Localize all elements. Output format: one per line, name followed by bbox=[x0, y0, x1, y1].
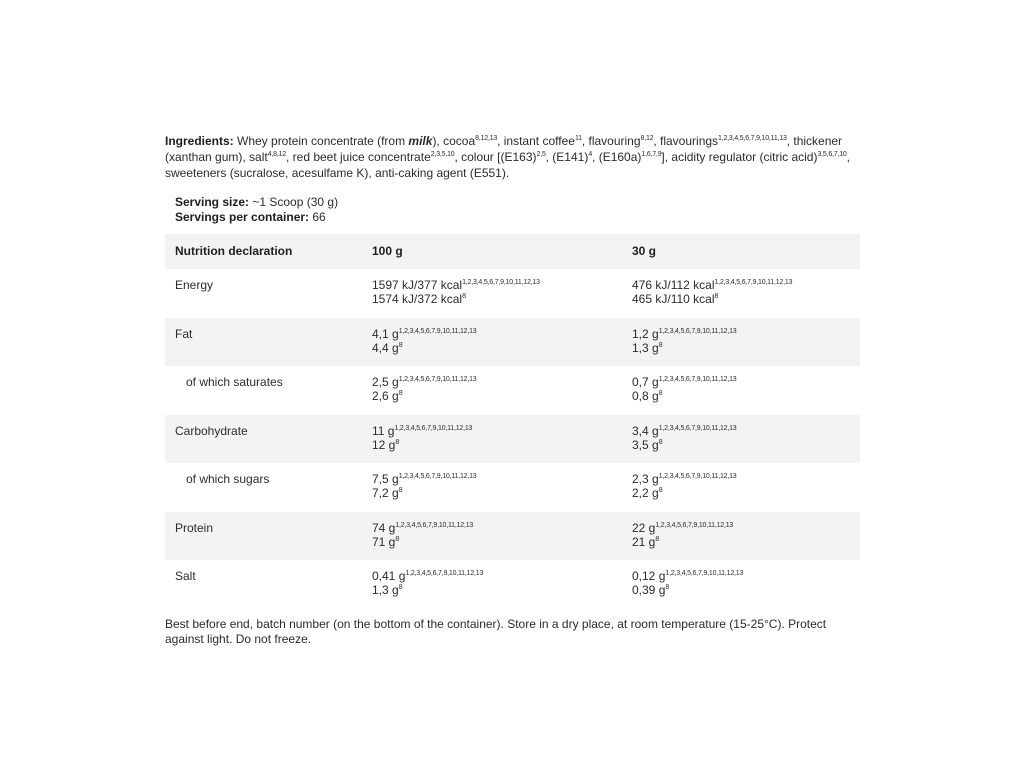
ingredients-text: , (E160a) bbox=[592, 150, 642, 164]
value-line bbox=[632, 292, 850, 306]
ingredients-text: , thickener (xanthan gum), salt bbox=[165, 134, 843, 164]
value-line bbox=[372, 472, 612, 486]
value-line bbox=[632, 486, 850, 500]
nutrient-value: 465 kJ/110 kcal bbox=[632, 292, 715, 306]
ingredients-paragraph bbox=[165, 133, 865, 181]
value-line bbox=[372, 424, 612, 438]
value-line bbox=[372, 389, 612, 403]
footnote-ref: 2,5 bbox=[536, 151, 546, 158]
value-line bbox=[632, 278, 850, 292]
value-line bbox=[372, 292, 612, 306]
nutrient-value: 1574 kJ/372 kcal bbox=[372, 292, 463, 306]
nutrient-name: Carbohydrate bbox=[175, 423, 248, 438]
nutrient-value: 0,7 g bbox=[632, 375, 659, 389]
value-line bbox=[632, 389, 850, 403]
storage-note: Best before end, batch number (on the bottom of the container). Store in a dry place, at room temperature (15-25°C). Protect against light. Do not freeze. bbox=[165, 616, 827, 646]
nutrient-value: 12 g bbox=[372, 437, 396, 452]
value-line bbox=[632, 472, 850, 486]
footnote-ref: 1,2,3,4,5,6,7,9,10,11,12,13 bbox=[714, 279, 793, 286]
nutrient-value: 71 g bbox=[372, 534, 396, 549]
footnote-ref: 1,2,3,4,5,6,7,9,10,11,12,13 bbox=[398, 327, 477, 335]
footnote-ref: 1,2,3,4,5,6,7,9,10,11,12,13 bbox=[398, 473, 477, 480]
ingredients-text: , red beet juice concentrate bbox=[285, 150, 431, 164]
footnote-ref: 1,2,3,4,5,6,7,9,10,11,12,13 bbox=[658, 473, 737, 480]
value-line bbox=[632, 583, 850, 597]
ingredients-label: Ingredients: bbox=[165, 134, 234, 148]
nutrient-value: 74 g bbox=[372, 520, 396, 535]
footnote-ref: 8 bbox=[398, 341, 403, 349]
nutrient-value: 476 kJ/112 kcal bbox=[632, 278, 715, 292]
value-per-30g bbox=[622, 415, 860, 464]
value-per-100g bbox=[362, 463, 622, 512]
footnote-ref: 1,2,3,4,5,6,7,9,10,11,12,13 bbox=[462, 279, 540, 286]
table-row bbox=[165, 415, 860, 464]
value-per-100g bbox=[362, 269, 622, 318]
footnote-ref: 1,2,3,4,5,6,7,9,10,11,12,13 bbox=[395, 521, 474, 529]
footnote-ref: 4 bbox=[588, 151, 593, 158]
footnote-ref: 8 bbox=[714, 293, 719, 300]
table-row bbox=[165, 366, 860, 415]
footnote-ref: 1,2,3,4,5,6,7,9,10,11,12,13 bbox=[658, 327, 737, 335]
footnote-ref: 8 bbox=[658, 341, 663, 349]
footnote-ref: 8 bbox=[655, 535, 660, 543]
value-line bbox=[372, 438, 612, 452]
ingredients-text: , instant coffee bbox=[497, 134, 575, 148]
nutrient-value: 0,8 g bbox=[632, 389, 659, 403]
table-row bbox=[165, 318, 860, 367]
nutrient-value: 11 g bbox=[372, 423, 395, 438]
footnote-ref: 1,6,7,9 bbox=[641, 151, 662, 158]
serving-size-label: Serving size: bbox=[175, 195, 250, 209]
value-line bbox=[372, 521, 612, 535]
value-line bbox=[372, 569, 612, 583]
serving-info bbox=[175, 195, 865, 225]
footnote-ref: 8 bbox=[395, 535, 400, 543]
value-line bbox=[372, 583, 612, 597]
value-per-30g bbox=[622, 560, 860, 609]
footnote-ref: 8 bbox=[398, 584, 403, 591]
nutrient-value: 2,2 g bbox=[632, 486, 659, 500]
value-line bbox=[372, 278, 612, 292]
ingredients-text: ], acidity regulator (citric acid) bbox=[661, 150, 818, 164]
footnote-ref: 8 bbox=[658, 487, 663, 494]
header-per-100g: 100 g bbox=[372, 244, 403, 258]
footnote-ref: 1,2,3,4,5,6,7,9,10,11,12,13 bbox=[655, 521, 734, 529]
header-per-30g: 30 g bbox=[632, 244, 657, 258]
footnote-ref: 8 bbox=[658, 438, 663, 446]
servings-per-container bbox=[175, 210, 865, 225]
nutrient-value: 1597 kJ/377 kcal bbox=[372, 278, 463, 292]
ingredients-text: , flavouring bbox=[581, 134, 641, 148]
value-per-30g bbox=[622, 512, 860, 561]
nutrient-name: of which sugars bbox=[186, 472, 270, 486]
footnote-ref: 8 bbox=[462, 293, 466, 300]
value-line bbox=[632, 521, 850, 535]
nutrient-value: 4,4 g bbox=[372, 340, 399, 355]
table-row bbox=[165, 463, 860, 512]
nutrient-value: 1,2 g bbox=[632, 326, 659, 341]
footnote-ref: 4,8,12 bbox=[267, 151, 286, 158]
nutrition-document bbox=[165, 133, 865, 647]
value-line bbox=[372, 341, 612, 355]
value-per-100g bbox=[362, 512, 622, 561]
nutrient-value: 0,41 g bbox=[372, 569, 406, 583]
value-line bbox=[632, 327, 850, 341]
footnote-ref: 2,3,5,10 bbox=[430, 151, 455, 158]
nutrient-value: 7,5 g bbox=[372, 472, 399, 486]
nutrient-value: 21 g bbox=[632, 534, 656, 549]
value-per-100g bbox=[362, 366, 622, 415]
nutrient-name: Fat bbox=[175, 326, 193, 341]
table-row bbox=[165, 269, 860, 318]
servings-per-container-value: 66 bbox=[309, 210, 326, 224]
nutrient-value: 0,39 g bbox=[632, 583, 666, 597]
footnote-ref: 3,5,6,7,10 bbox=[817, 151, 847, 158]
value-line bbox=[632, 438, 850, 452]
nutrient-name: Energy bbox=[175, 278, 214, 292]
value-per-100g bbox=[362, 560, 622, 609]
allergen-milk: milk bbox=[408, 134, 433, 148]
value-per-30g bbox=[622, 318, 860, 367]
value-line bbox=[372, 375, 612, 389]
nutrient-value: 0,12 g bbox=[632, 569, 666, 583]
value-line bbox=[372, 535, 612, 549]
footnote-ref: 1,2,3,4,5,6,7,9,10,11,12,13 bbox=[394, 424, 473, 432]
footnote-ref: 1,2,3,4,5,6,7,9,10,11,13 bbox=[718, 135, 787, 142]
nutrient-value: 1,3 g bbox=[372, 583, 399, 597]
table-row bbox=[165, 512, 860, 561]
footnote-ref: 1,2,3,4,5,6,7,9,10,11,12,13 bbox=[665, 570, 744, 577]
value-per-30g bbox=[622, 463, 860, 512]
value-line bbox=[632, 341, 850, 355]
footnote-ref: 8 bbox=[395, 438, 400, 446]
nutrient-value: 7,2 g bbox=[372, 486, 399, 500]
footnote-ref: 1,2,3,4,5,6,7,9,10,11,12,13 bbox=[405, 570, 484, 577]
table-row bbox=[165, 560, 860, 609]
nutrient-value: 2,3 g bbox=[632, 472, 659, 486]
value-line bbox=[632, 424, 850, 438]
footnote-ref: 8,12 bbox=[640, 135, 654, 142]
footnote-ref: 8 bbox=[665, 584, 670, 591]
servings-per-container-label: Servings per container: bbox=[175, 210, 310, 224]
nutrient-value: 2,5 g bbox=[372, 375, 399, 389]
nutrient-value: 1,3 g bbox=[632, 340, 659, 355]
value-line bbox=[632, 535, 850, 549]
header-nutrition-declaration: Nutrition declaration bbox=[175, 244, 293, 258]
footnote-ref: 1,2,3,4,5,6,7,9,10,11,12,13 bbox=[658, 424, 737, 432]
ingredients-text: , sweeteners (sucralose, acesulfame K), anti-caking agent (E551). bbox=[165, 150, 850, 180]
nutrient-value: 22 g bbox=[632, 520, 656, 535]
nutrient-value: 2,6 g bbox=[372, 389, 399, 403]
value-line bbox=[632, 569, 850, 583]
value-line bbox=[632, 375, 850, 389]
footnote-ref: 1,2,3,4,5,6,7,9,10,11,12,13 bbox=[398, 376, 477, 383]
ingredients-text: , flavourings bbox=[653, 134, 719, 148]
value-line bbox=[372, 327, 612, 341]
nutrient-value: 3,5 g bbox=[632, 437, 659, 452]
ingredients-text: ), cocoa bbox=[432, 134, 476, 148]
ingredients-text: Whey protein concentrate (from bbox=[233, 134, 409, 148]
nutrient-value: 4,1 g bbox=[372, 326, 399, 341]
value-per-30g bbox=[622, 366, 860, 415]
serving-size-value: ~1 Scoop (30 g) bbox=[249, 195, 339, 209]
footnote-ref: 11 bbox=[574, 135, 582, 142]
value-line bbox=[372, 486, 612, 500]
serving-size bbox=[175, 195, 865, 210]
value-per-100g bbox=[362, 415, 622, 464]
footnote-ref: 8,12,13 bbox=[475, 135, 498, 142]
nutrition-table bbox=[165, 234, 860, 609]
footnote-ref: 8 bbox=[398, 390, 403, 397]
value-per-30g bbox=[622, 269, 860, 318]
table-header-row bbox=[165, 234, 860, 269]
ingredients-text: , colour [(E163) bbox=[454, 150, 537, 164]
ingredients-text: , (E141) bbox=[545, 150, 589, 164]
nutrient-name: of which saturates bbox=[186, 375, 283, 389]
footnote-ref: 8 bbox=[658, 390, 663, 397]
nutrient-name: Salt bbox=[175, 569, 196, 583]
value-per-100g bbox=[362, 318, 622, 367]
nutrient-name: Protein bbox=[175, 520, 214, 535]
footnote-ref: 1,2,3,4,5,6,7,9,10,11,12,13 bbox=[658, 376, 737, 383]
footnote-ref: 8 bbox=[398, 487, 403, 494]
nutrient-value: 3,4 g bbox=[632, 423, 659, 438]
